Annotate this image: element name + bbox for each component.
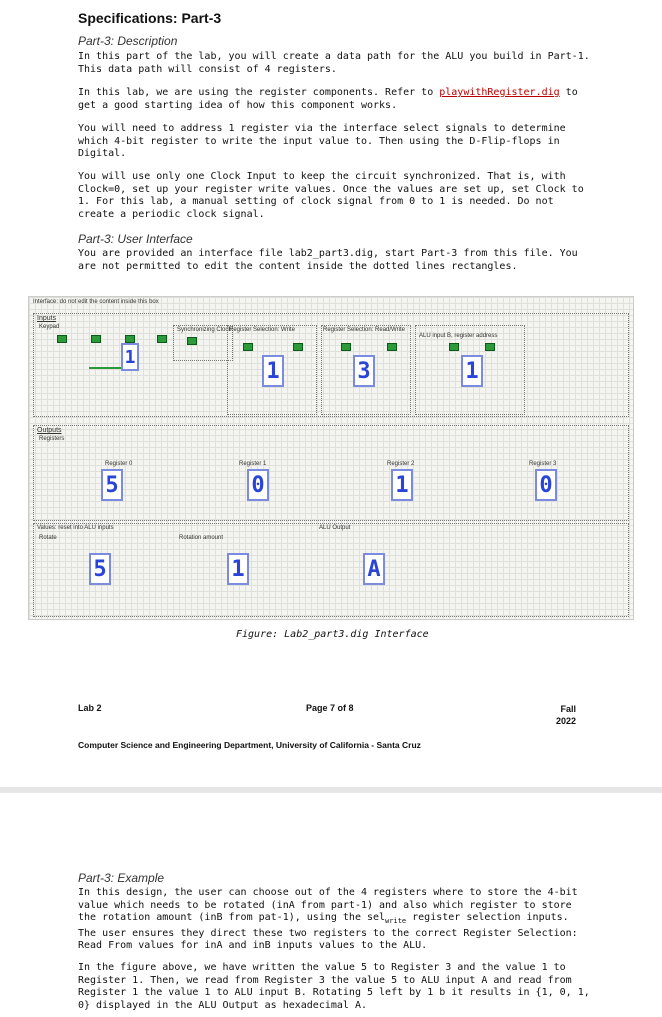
alu-input-pin[interactable] [449, 343, 459, 351]
footer-page: Page 7 of 8 [306, 703, 354, 713]
sel-write-pin[interactable] [293, 343, 303, 351]
figure-banner: Interface: do not edit the content inside this box [33, 299, 159, 305]
alu-input-pin[interactable] [485, 343, 495, 351]
description-paragraph-1: In this part of the lab, you will create a data path for the ALU you build in Part-1. This data path will consist of 4 registers. [78, 51, 590, 75]
description-heading: Part-3: Description [78, 34, 178, 48]
rotation-amount-display: 1 [227, 553, 249, 585]
outputs-label: Outputs [37, 427, 62, 434]
description-paragraph-2 [78, 87, 598, 112]
register-label: Register 3 [529, 461, 557, 467]
keypad-input-pin[interactable] [91, 335, 101, 343]
alu-input-label: ALU input B, register address [419, 333, 498, 339]
page-divider [0, 787, 662, 793]
circuit-figure [28, 296, 634, 620]
register-label: Register 2 [387, 461, 415, 467]
sel-read-pin[interactable] [387, 343, 397, 351]
alu-output-display: A [363, 553, 385, 585]
keypad-input-pin[interactable] [157, 335, 167, 343]
sel-read-pin[interactable] [341, 343, 351, 351]
inputs-label: Inputs [37, 315, 57, 322]
clock-input-pin[interactable] [187, 337, 197, 345]
wire [89, 367, 121, 369]
register-1-display: 0 [247, 469, 269, 501]
example-text-pre: In this design, the user can choose out of the 4 registers where to store the 4-bit value which needs to be rotated (inA from part-1) and also which register to store the rotation amount (inB from pat-1), using the sel [78, 887, 578, 924]
alu-output-label: ALU Output [319, 525, 351, 531]
footer-lab: Lab 2 [78, 703, 102, 713]
description-paragraph-3: You will need to address 1 register via the interface select signals to determine which 4-bit register to write the input value to. Then using the D-Flip-flops in Digital. [78, 123, 566, 160]
register-label: Register 0 [105, 461, 133, 467]
rotate-value-display: 5 [89, 553, 111, 585]
reg-select-write-label: Register Selection: Write [229, 327, 295, 333]
figure-caption: Figure: Lab2_part3.dig Interface [236, 629, 429, 640]
para2-text-post: to get a good starting idea of how this component works. [78, 87, 578, 111]
keypad-input-pin[interactable] [57, 335, 67, 343]
user-interface-heading: Part-3: User Interface [78, 232, 193, 246]
para2-text-pre: In this lab, we are using the register components. Refer to [78, 87, 440, 98]
rotation-amount-label: Rotation amount [179, 535, 224, 541]
sel-write-subscript: write [385, 917, 407, 926]
page-title: Specifications: Part-3 [78, 10, 222, 26]
alu-input-display: 1 [461, 355, 483, 387]
description-paragraph-4: You will use only one Clock Input to keep the circuit synchronized. That is, with Clock=0, set up your register write values. Once the values are set up, set Clock to 1. For this lab, a manual setting of clock signal from 0 to 1 is needed. Do not create a periodic clock signal. [78, 171, 584, 220]
register-3-display: 0 [535, 469, 557, 501]
example-heading: Part-3: Example [78, 871, 165, 885]
user-interface-paragraph: You are provided an interface file lab2_part3.dig, start Part-3 from this file. You are not permitted to edit the content inside the dotted lines rectangles. [78, 248, 578, 272]
footer-term: Fall 2022 [556, 704, 577, 726]
read-select-display: 3 [353, 355, 375, 387]
values-label: Values: reset into ALU inputs [37, 525, 114, 531]
example-paragraph-1 [78, 887, 598, 953]
footer-department: Computer Science and Engineering Department, University of California - Santa Cruz [78, 740, 421, 750]
registers-label: Registers [39, 436, 65, 442]
keypad-input-pin[interactable] [125, 335, 135, 343]
register-0-display: 5 [101, 469, 123, 501]
rotate-label: Rotate [39, 535, 57, 541]
example-text-post: register selection inputs. The user ensures they direct these two registers to the correct Register Selection: Read From values for inA and inB inputs values to the ALU. [78, 912, 578, 952]
register-label: Register 1 [239, 461, 267, 467]
values-box [33, 523, 629, 617]
write-select-display: 1 [262, 355, 284, 387]
example-paragraph-2: In the figure above, we have written the value 5 to Register 3 and the value 1 to Register 1. Then, we read from Register 3 the value 5 to ALU input A and read from Register 1 the value 1 to ALU input B. Rotating 5 left by 1 b it results in {1, 0, 1, 0} displayed in the ALU Output as hexadecimal A. [78, 962, 590, 1011]
keypad-label: Keypad [39, 324, 60, 330]
sel-write-pin[interactable] [243, 343, 253, 351]
register-2-display: 1 [391, 469, 413, 501]
sync-clock-label: Synchronizing Clock [177, 327, 232, 333]
playwithregister-link[interactable]: playwithRegister.dig [439, 87, 560, 98]
input-display: 1 [121, 343, 139, 371]
reg-select-read-label: Register Selection: Read/Write [323, 327, 405, 333]
